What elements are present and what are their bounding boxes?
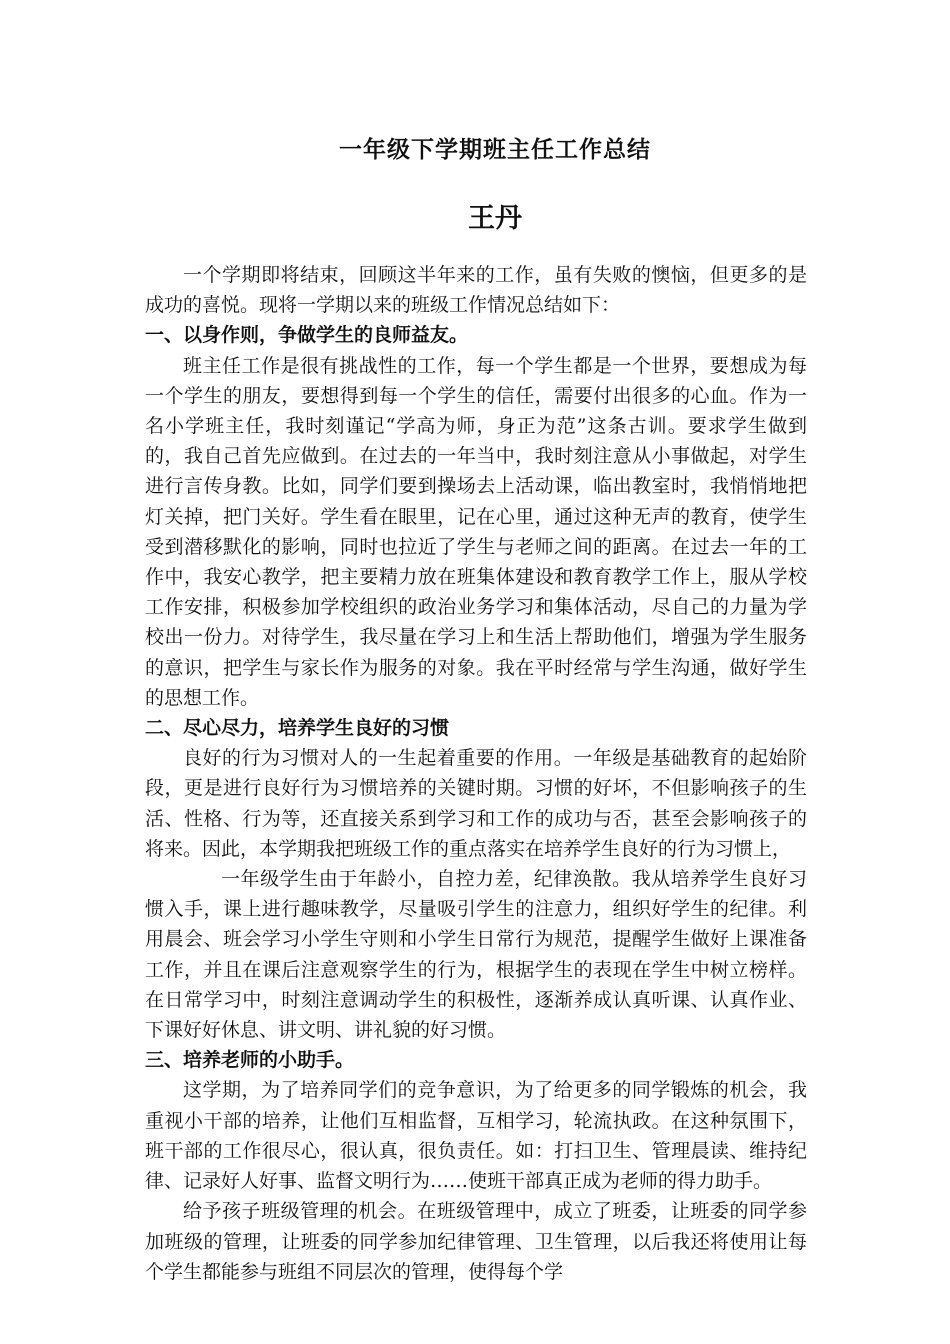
document-title: 一年级下学期班主任工作总结 [339,136,651,163]
section-2-heading: 二、尽心尽力，培养学生良好的习惯 [145,717,450,740]
section-1-heading: 一、以身作则，争做学生的良师益友。 [145,324,469,347]
section-2-paragraph-2: 一年级学生由于年龄小，自控力差，纪律涣散。我从培养学生良好习惯入手，课上进行趣味教学，尽量吸引学生的注意力，组织好学生的纪律。利用晨会、班会学习小学生守则和小学生日常行为规范，提醒学生做好上课准备工作，并且在课后注意观察学生的行为，根据学生的表现在学生中树立榜样。在日常学习中，时刻注意调动学生的积极性，逐渐养成认真听课、认真作业、下课好好休息、讲文明、讲礼貌的好习惯。 [145,868,807,1042]
section-1-paragraph-1: 班主任工作是很有挑战性的工作，每一个学生都是一个世界，要想成为每一个学生的朋友，要想得到每一个学生的信任，需要付出很多的心血。作为一名小学班主任，我时刻谨记“学高为师，身正为范”这条古训。要求学生做到的，我自己首先应做到。在过去的一年当中，我时刻注意从小事做起，对学生进行言传身教。比如，同学们要到操场去上活动课，临出教室时，我悄悄地把灯关掉，把门关好。学生看在眼里，记在心里，通过这种无声的教育，使学生受到潜移默化的影响，同时也拉近了学生与老师之间的距离。在过去一年的工作中，我安心教学，把主要精力放在班集体建设和教育教学工作上，服从学校工作安排，积极参加学校组织的政治业务学习和集体活动，尽自己的力量为学校出一份力。对待学生，我尽量在学习上和生活上帮助他们，增强为学生服务的意识，把学生与家长作为服务的对象。我在平时经常与学生沟通，做好学生的思想工作。 [145,354,807,709]
section-3-paragraph-2: 给予孩子班级管理的机会。在班级管理中，成立了班委，让班委的同学参加班级的管理，让班委的同学参加纪律管理、卫生管理，以后我还将使用让每个学生都能参与班组不同层次的管理，使得每个学 [145,1200,807,1283]
document-author: 王丹 [468,203,522,234]
section-3-heading: 三、培养老师的小助手。 [145,1049,355,1072]
intro-paragraph: 一个学期即将结束，回顾这半年来的工作，虽有失败的懊恼，但更多的是成功的喜悦。现将一学期以来的班级工作情况总结如下： [145,264,807,317]
section-2-paragraph-1: 良好的行为习惯对人的一生起着重要的作用。一年级是基础教育的起始阶段，更是进行良好行为习惯培养的关键时期。习惯的好坏，不但影响孩子的生活、性格、行为等，还直接关系到学习和工作的成功与否，甚至会影响孩子的将来。因此，本学期我把班级工作的重点落实在培养学生良好的行为习惯上， [145,747,807,860]
document-body [145,260,807,1287]
section-3-paragraph-1: 这学期，为了培养同学们的竞争意识，为了给更多的同学锻炼的机会，我重视小干部的培养，让他们互相监督，互相学习，轮流执政。在这种氛围下，班干部的工作很尽心，很认真，很负责任。如：打扫卫生、管理晨读、维持纪律、记录好人好事、监督文明行为……使班干部真正成为老师的得力助手。 [145,1079,807,1193]
